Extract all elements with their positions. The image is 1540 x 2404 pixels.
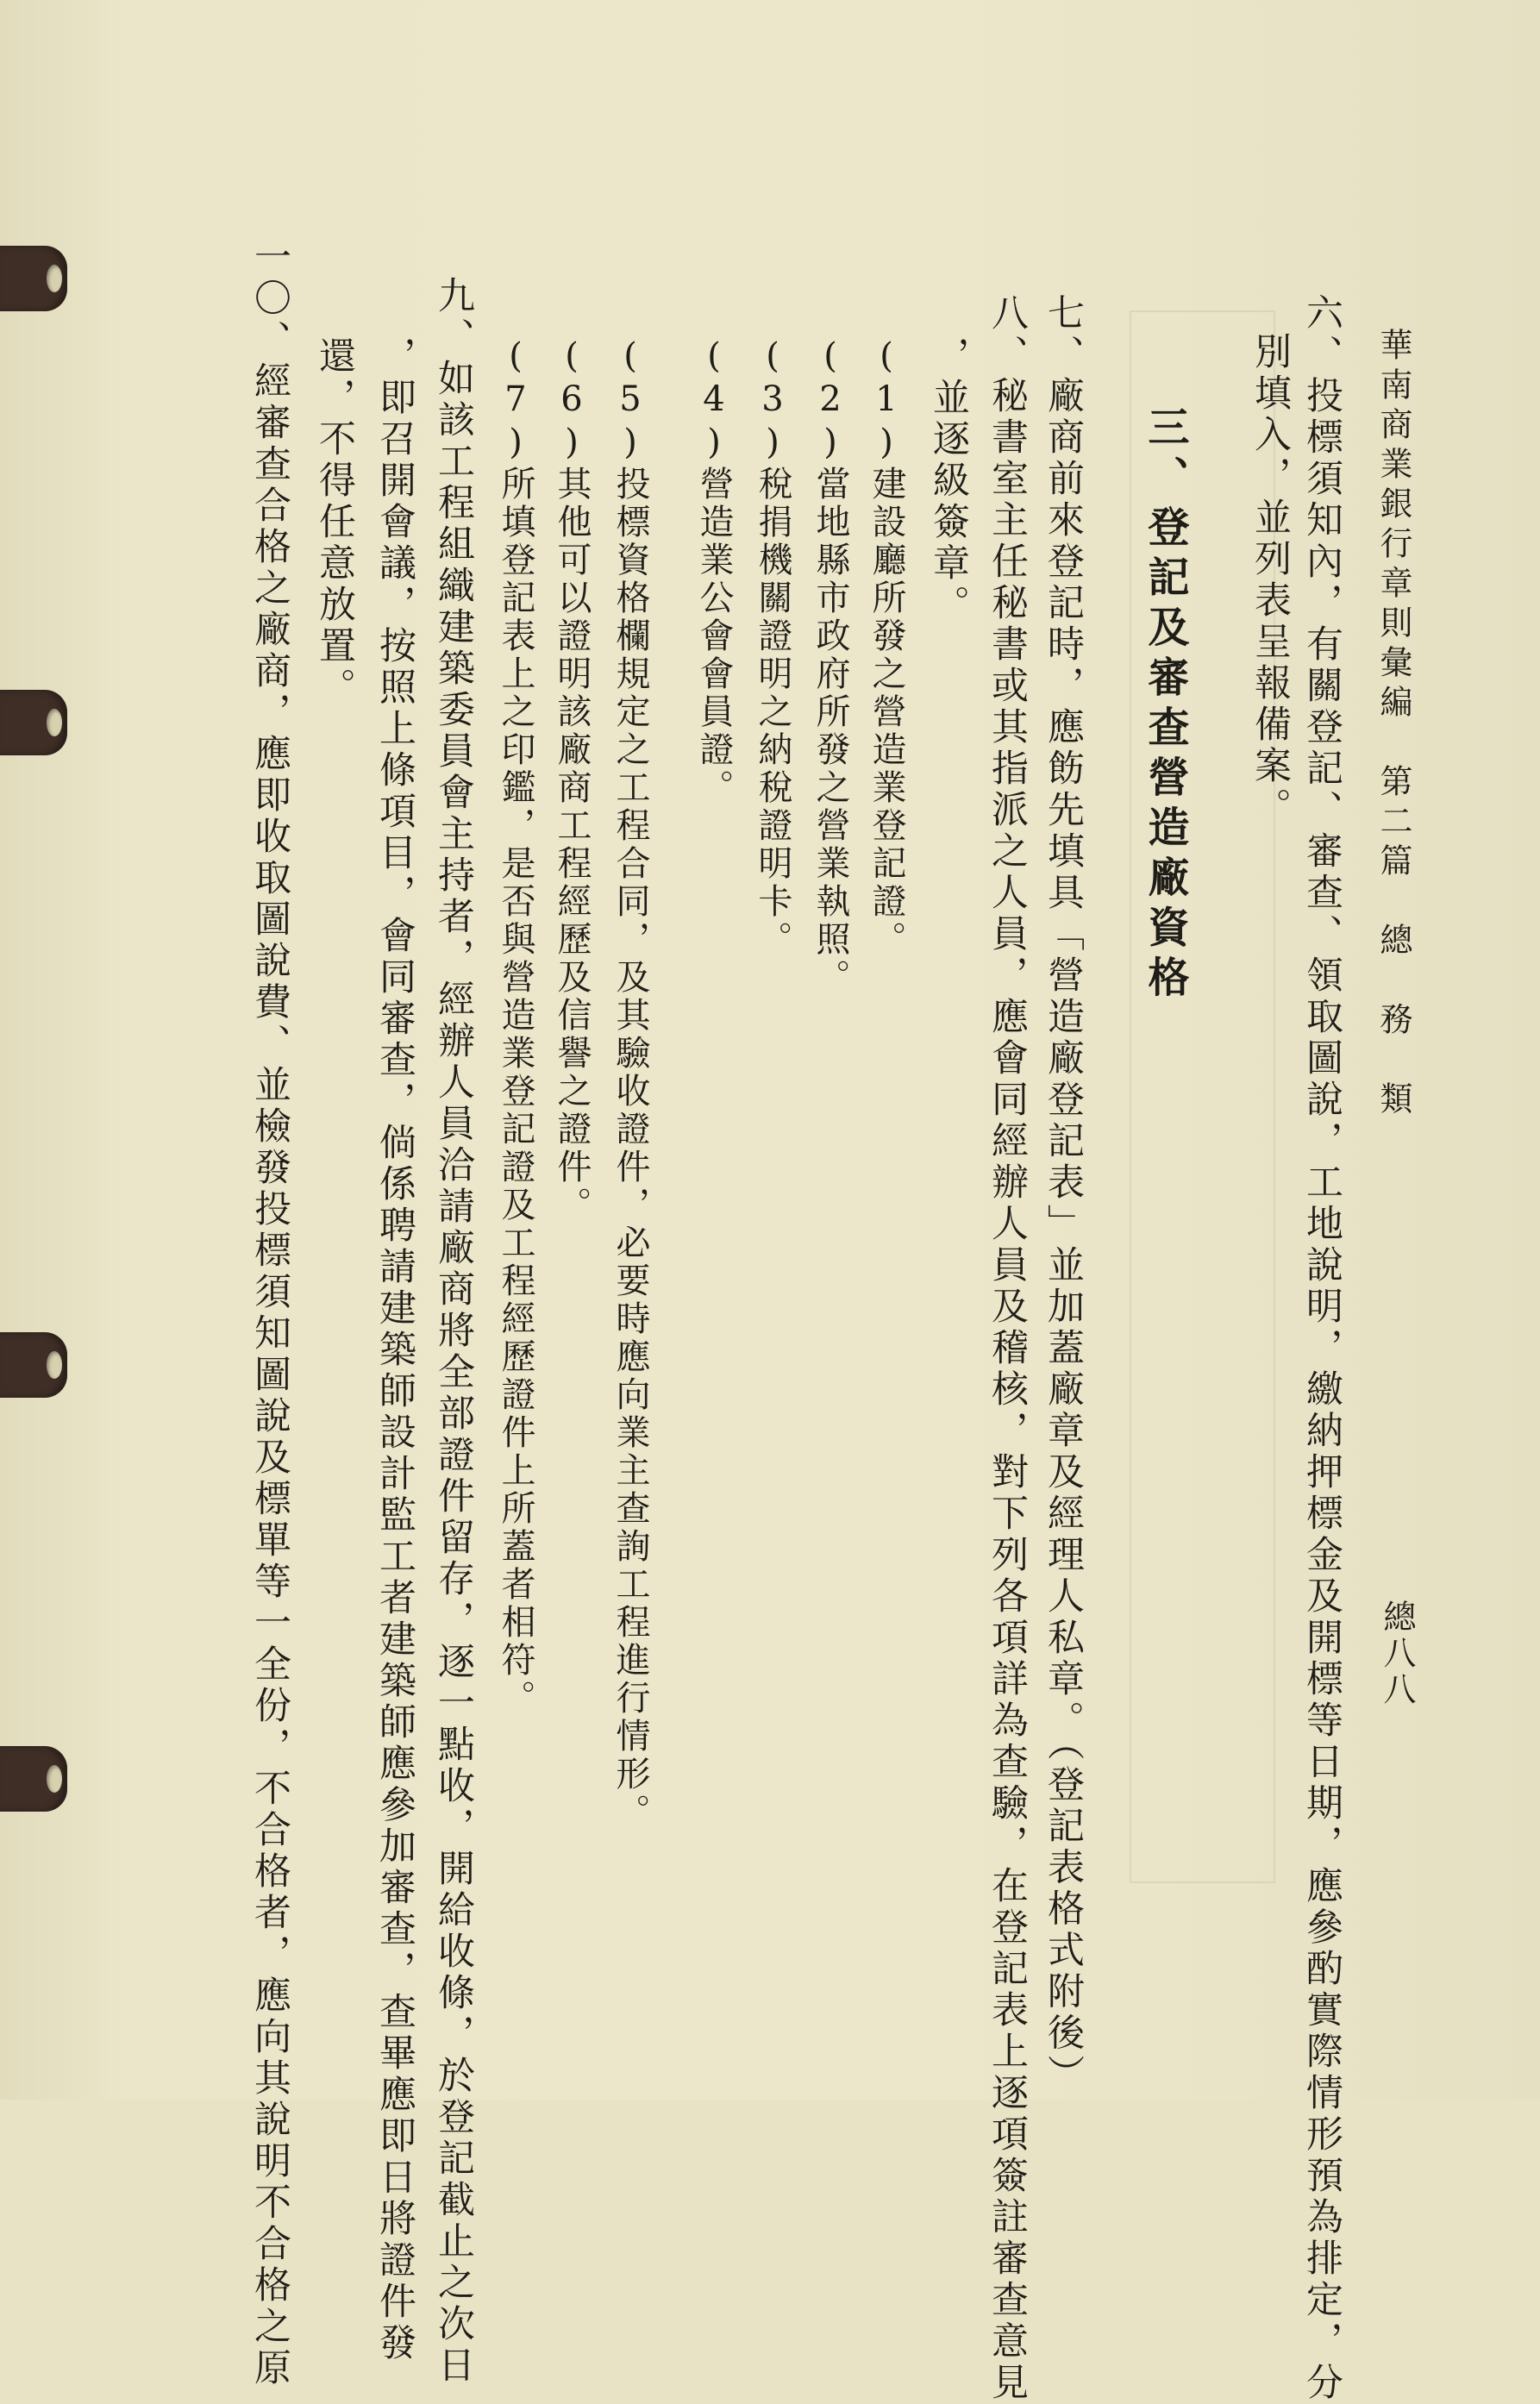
item-9-line-3: 還，不得任意放置。 — [313, 336, 356, 709]
sub-item-1: (1)建設廳所發之營造業登記證。 — [867, 336, 906, 959]
sub-item-5: (5)投標資格欄規定之工程合同，及其驗收證件，必要時應向業主查詢工程進行情形。 — [610, 336, 650, 1831]
item-8-line-2: ，並逐級簽章。 — [927, 336, 970, 626]
sub-item-6: (6)其他可以證明該廠商工程經歷及信譽之證件。 — [552, 336, 592, 1224]
binding-string-lower-middle — [0, 1332, 67, 1398]
binding-string-top — [0, 246, 67, 311]
sub-item-2: (2)當地縣市政府所發之營業執照。 — [811, 336, 850, 997]
binding-string-bottom — [0, 1746, 67, 1812]
item-7: 七、廠商前來登記時，應飭先填具「營造廠登記表」並加蓋廠章及經理人私章。（登記表格式附後） — [1042, 293, 1085, 2096]
sub-item-4: (4)營造業公會會員證。 — [694, 336, 734, 807]
item-6-line-1: 六、投標須知內，有關登記、審查、領取圖說，工地說明，繳納押標金及開標等日期，應參酌實際情形預為排定，分 — [1300, 293, 1343, 2404]
page-number: 總八八 — [1378, 1600, 1416, 1708]
sub-item-7: (7)所填登記表上之印鑑，是否與營造業登記證及工程經歷證件上所蓋者相符。 — [496, 336, 535, 1718]
item-9-line-2: ，即召開會議，按照上條項目，會同審查，倘係聘請建築師設計監工者建築師應參加審查，查畢應即日將證件發 — [373, 336, 416, 2364]
item-8-line-1: 八、秘書室主任秘書或其指派之人員，應會同經辦人員及稽核，對下列各項詳為查驗，在登記表上逐項簽註審查意見 — [986, 293, 1029, 2404]
section-heading: 三、登記及審查營造廠資格 — [1141, 405, 1189, 1005]
sub-item-3: (3)稅捐機關證明之納稅證明卡。 — [753, 336, 792, 959]
item-10-line-1: 一〇、經審查合格之廠商，應即收取圖說費、並檢發投標須知圖說及標單等一全份，不合格者，應向其說明不合格之原 — [248, 237, 291, 2389]
item-6-line-2: 別填入，並列表呈報備案。 — [1249, 332, 1292, 829]
item-9-line-1: 九、如該工程組織建築委員會主持者，經辦人員洽請廠商將全部證件留存，逐一點收，開給收條，於登記截止之次日 — [432, 276, 475, 2387]
binding-string-upper-middle — [0, 690, 67, 755]
running-title: 華南商業銀行章則彙編 第二篇 總 務 類 — [1374, 328, 1412, 1121]
